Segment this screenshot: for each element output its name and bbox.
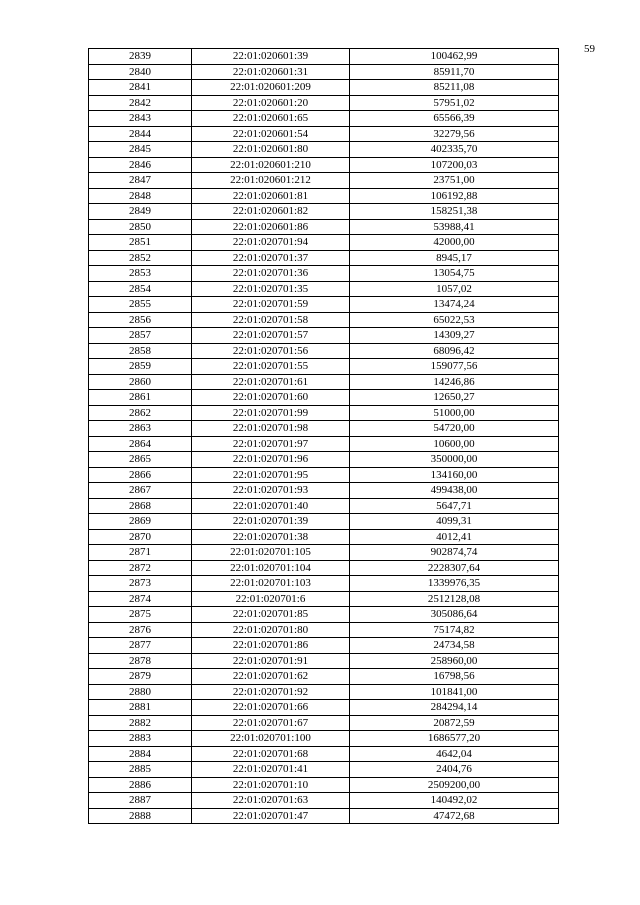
row-number-cell: 2878	[89, 653, 192, 669]
table-row	[89, 95, 559, 111]
cadastral-number-cell: 22:01:020701:37	[192, 250, 350, 266]
cadastral-number-cell: 22:01:020601:20	[192, 95, 350, 111]
cadastral-number-cell: 22:01:020701:39	[192, 514, 350, 530]
cadastral-number-cell: 22:01:020701:55	[192, 359, 350, 375]
table-row	[89, 250, 559, 266]
value-cell: 65566,39	[350, 111, 559, 127]
row-number-cell: 2861	[89, 390, 192, 406]
cadastral-number-cell: 22:01:020701:86	[192, 638, 350, 654]
table-row	[89, 297, 559, 313]
value-cell: 2228307,64	[350, 560, 559, 576]
row-number-cell: 2883	[89, 731, 192, 747]
cadastral-number-cell: 22:01:020601:212	[192, 173, 350, 189]
table-row	[89, 529, 559, 545]
cadastral-number-cell: 22:01:020701:60	[192, 390, 350, 406]
cadastral-number-cell: 22:01:020701:99	[192, 405, 350, 421]
registry-table	[88, 48, 559, 824]
value-cell: 2404,76	[350, 762, 559, 778]
cadastral-number-cell: 22:01:020701:47	[192, 808, 350, 824]
cadastral-number-cell: 22:01:020701:97	[192, 436, 350, 452]
value-cell: 159077,56	[350, 359, 559, 375]
cadastral-number-cell: 22:01:020701:10	[192, 777, 350, 793]
row-number-cell: 2881	[89, 700, 192, 716]
table-row	[89, 638, 559, 654]
cadastral-number-cell: 22:01:020701:67	[192, 715, 350, 731]
cadastral-number-cell: 22:01:020601:82	[192, 204, 350, 220]
table-row	[89, 607, 559, 623]
table-row	[89, 808, 559, 824]
row-number-cell: 2872	[89, 560, 192, 576]
value-cell: 23751,00	[350, 173, 559, 189]
cadastral-number-cell: 22:01:020601:65	[192, 111, 350, 127]
row-number-cell: 2839	[89, 49, 192, 65]
value-cell: 134160,00	[350, 467, 559, 483]
value-cell: 32279,56	[350, 126, 559, 142]
row-number-cell: 2871	[89, 545, 192, 561]
row-number-cell: 2863	[89, 421, 192, 437]
cadastral-number-cell: 22:01:020601:80	[192, 142, 350, 158]
table-row	[89, 452, 559, 468]
table-row	[89, 343, 559, 359]
row-number-cell: 2859	[89, 359, 192, 375]
row-number-cell: 2886	[89, 777, 192, 793]
value-cell: 12650,27	[350, 390, 559, 406]
table-row	[89, 560, 559, 576]
value-cell: 499438,00	[350, 483, 559, 499]
table-row	[89, 111, 559, 127]
table-row	[89, 653, 559, 669]
table-row	[89, 514, 559, 530]
table-row	[89, 700, 559, 716]
cadastral-number-cell: 22:01:020701:63	[192, 793, 350, 809]
value-cell: 258960,00	[350, 653, 559, 669]
row-number-cell: 2865	[89, 452, 192, 468]
cadastral-number-cell: 22:01:020701:58	[192, 312, 350, 328]
row-number-cell: 2847	[89, 173, 192, 189]
table-row	[89, 49, 559, 65]
table-row	[89, 204, 559, 220]
value-cell: 85911,70	[350, 64, 559, 80]
row-number-cell: 2884	[89, 746, 192, 762]
cadastral-number-cell: 22:01:020701:38	[192, 529, 350, 545]
table-row	[89, 467, 559, 483]
cadastral-number-cell: 22:01:020701:95	[192, 467, 350, 483]
table-row	[89, 576, 559, 592]
row-number-cell: 2854	[89, 281, 192, 297]
cadastral-number-cell: 22:01:020701:105	[192, 545, 350, 561]
table-row	[89, 421, 559, 437]
value-cell: 106192,88	[350, 188, 559, 204]
table-row	[89, 235, 559, 251]
table-row	[89, 436, 559, 452]
table-row	[89, 219, 559, 235]
cadastral-number-cell: 22:01:020701:93	[192, 483, 350, 499]
value-cell: 107200,03	[350, 157, 559, 173]
cadastral-number-cell: 22:01:020701:57	[192, 328, 350, 344]
row-number-cell: 2851	[89, 235, 192, 251]
value-cell: 10600,00	[350, 436, 559, 452]
value-cell: 20872,59	[350, 715, 559, 731]
row-number-cell: 2876	[89, 622, 192, 638]
row-number-cell: 2875	[89, 607, 192, 623]
table-row	[89, 188, 559, 204]
row-number-cell: 2850	[89, 219, 192, 235]
value-cell: 24734,58	[350, 638, 559, 654]
cadastral-number-cell: 22:01:020701:85	[192, 607, 350, 623]
table-row	[89, 405, 559, 421]
row-number-cell: 2857	[89, 328, 192, 344]
table-row	[89, 281, 559, 297]
row-number-cell: 2843	[89, 111, 192, 127]
value-cell: 1057,02	[350, 281, 559, 297]
value-cell: 305086,64	[350, 607, 559, 623]
cadastral-number-cell: 22:01:020701:96	[192, 452, 350, 468]
value-cell: 14309,27	[350, 328, 559, 344]
row-number-cell: 2887	[89, 793, 192, 809]
value-cell: 100462,99	[350, 49, 559, 65]
table-row	[89, 328, 559, 344]
value-cell: 5647,71	[350, 498, 559, 514]
value-cell: 75174,82	[350, 622, 559, 638]
value-cell: 1686577,20	[350, 731, 559, 747]
table-row	[89, 731, 559, 747]
table-row	[89, 669, 559, 685]
value-cell: 54720,00	[350, 421, 559, 437]
row-number-cell: 2879	[89, 669, 192, 685]
cadastral-number-cell: 22:01:020601:81	[192, 188, 350, 204]
table-row	[89, 483, 559, 499]
table-row	[89, 498, 559, 514]
table-row	[89, 777, 559, 793]
table-row	[89, 715, 559, 731]
value-cell: 902874,74	[350, 545, 559, 561]
cadastral-number-cell: 22:01:020601:210	[192, 157, 350, 173]
cadastral-number-cell: 22:01:020701:103	[192, 576, 350, 592]
row-number-cell: 2853	[89, 266, 192, 282]
cadastral-number-cell: 22:01:020701:94	[192, 235, 350, 251]
cadastral-number-cell: 22:01:020701:80	[192, 622, 350, 638]
row-number-cell: 2846	[89, 157, 192, 173]
value-cell: 350000,00	[350, 452, 559, 468]
page-number: 59	[584, 43, 595, 55]
table-row	[89, 142, 559, 158]
cadastral-number-cell: 22:01:020701:98	[192, 421, 350, 437]
cadastral-number-cell: 22:01:020701:100	[192, 731, 350, 747]
table-row	[89, 157, 559, 173]
cadastral-number-cell: 22:01:020701:59	[192, 297, 350, 313]
row-number-cell: 2866	[89, 467, 192, 483]
value-cell: 4642,04	[350, 746, 559, 762]
cadastral-number-cell: 22:01:020601:209	[192, 80, 350, 96]
table-row	[89, 793, 559, 809]
value-cell: 8945,17	[350, 250, 559, 266]
table-row	[89, 359, 559, 375]
row-number-cell: 2840	[89, 64, 192, 80]
row-number-cell: 2864	[89, 436, 192, 452]
row-number-cell: 2862	[89, 405, 192, 421]
value-cell: 13054,75	[350, 266, 559, 282]
row-number-cell: 2848	[89, 188, 192, 204]
value-cell: 16798,56	[350, 669, 559, 685]
row-number-cell: 2856	[89, 312, 192, 328]
row-number-cell: 2855	[89, 297, 192, 313]
row-number-cell: 2869	[89, 514, 192, 530]
table-row	[89, 266, 559, 282]
value-cell: 68096,42	[350, 343, 559, 359]
table-row	[89, 746, 559, 762]
row-number-cell: 2844	[89, 126, 192, 142]
table-row	[89, 80, 559, 96]
row-number-cell: 2868	[89, 498, 192, 514]
value-cell: 101841,00	[350, 684, 559, 700]
table-row	[89, 173, 559, 189]
table-row	[89, 374, 559, 390]
row-number-cell: 2885	[89, 762, 192, 778]
cadastral-number-cell: 22:01:020601:86	[192, 219, 350, 235]
row-number-cell: 2845	[89, 142, 192, 158]
cadastral-number-cell: 22:01:020701:35	[192, 281, 350, 297]
cadastral-number-cell: 22:01:020701:41	[192, 762, 350, 778]
value-cell: 47472,68	[350, 808, 559, 824]
row-number-cell: 2882	[89, 715, 192, 731]
value-cell: 53988,41	[350, 219, 559, 235]
value-cell: 140492,02	[350, 793, 559, 809]
row-number-cell: 2888	[89, 808, 192, 824]
cadastral-number-cell: 22:01:020601:39	[192, 49, 350, 65]
value-cell: 13474,24	[350, 297, 559, 313]
row-number-cell: 2873	[89, 576, 192, 592]
table-row	[89, 126, 559, 142]
row-number-cell: 2877	[89, 638, 192, 654]
row-number-cell: 2867	[89, 483, 192, 499]
value-cell: 57951,02	[350, 95, 559, 111]
value-cell: 85211,08	[350, 80, 559, 96]
value-cell: 42000,00	[350, 235, 559, 251]
cadastral-number-cell: 22:01:020701:66	[192, 700, 350, 716]
row-number-cell: 2874	[89, 591, 192, 607]
row-number-cell: 2842	[89, 95, 192, 111]
row-number-cell: 2841	[89, 80, 192, 96]
table-row	[89, 312, 559, 328]
value-cell: 158251,38	[350, 204, 559, 220]
cadastral-number-cell: 22:01:020701:61	[192, 374, 350, 390]
value-cell: 4012,41	[350, 529, 559, 545]
value-cell: 2512128,08	[350, 591, 559, 607]
row-number-cell: 2852	[89, 250, 192, 266]
value-cell: 402335,70	[350, 142, 559, 158]
value-cell: 284294,14	[350, 700, 559, 716]
cadastral-number-cell: 22:01:020701:62	[192, 669, 350, 685]
table-row	[89, 390, 559, 406]
cadastral-number-cell: 22:01:020701:92	[192, 684, 350, 700]
value-cell: 51000,00	[350, 405, 559, 421]
cadastral-number-cell: 22:01:020701:36	[192, 266, 350, 282]
cadastral-number-cell: 22:01:020601:54	[192, 126, 350, 142]
table-row	[89, 684, 559, 700]
row-number-cell: 2849	[89, 204, 192, 220]
row-number-cell: 2870	[89, 529, 192, 545]
value-cell: 1339976,35	[350, 576, 559, 592]
cadastral-number-cell: 22:01:020701:40	[192, 498, 350, 514]
table-row	[89, 64, 559, 80]
row-number-cell: 2858	[89, 343, 192, 359]
row-number-cell: 2860	[89, 374, 192, 390]
cadastral-number-cell: 22:01:020701:68	[192, 746, 350, 762]
cadastral-number-cell: 22:01:020601:31	[192, 64, 350, 80]
registry-table-body	[89, 49, 559, 824]
cadastral-number-cell: 22:01:020701:56	[192, 343, 350, 359]
cadastral-number-cell: 22:01:020701:104	[192, 560, 350, 576]
table-row	[89, 622, 559, 638]
value-cell: 2509200,00	[350, 777, 559, 793]
cadastral-number-cell: 22:01:020701:91	[192, 653, 350, 669]
table-row	[89, 762, 559, 778]
table-row	[89, 545, 559, 561]
row-number-cell: 2880	[89, 684, 192, 700]
value-cell: 14246,86	[350, 374, 559, 390]
table-row	[89, 591, 559, 607]
value-cell: 65022,53	[350, 312, 559, 328]
value-cell: 4099,31	[350, 514, 559, 530]
cadastral-number-cell: 22:01:020701:6	[192, 591, 350, 607]
